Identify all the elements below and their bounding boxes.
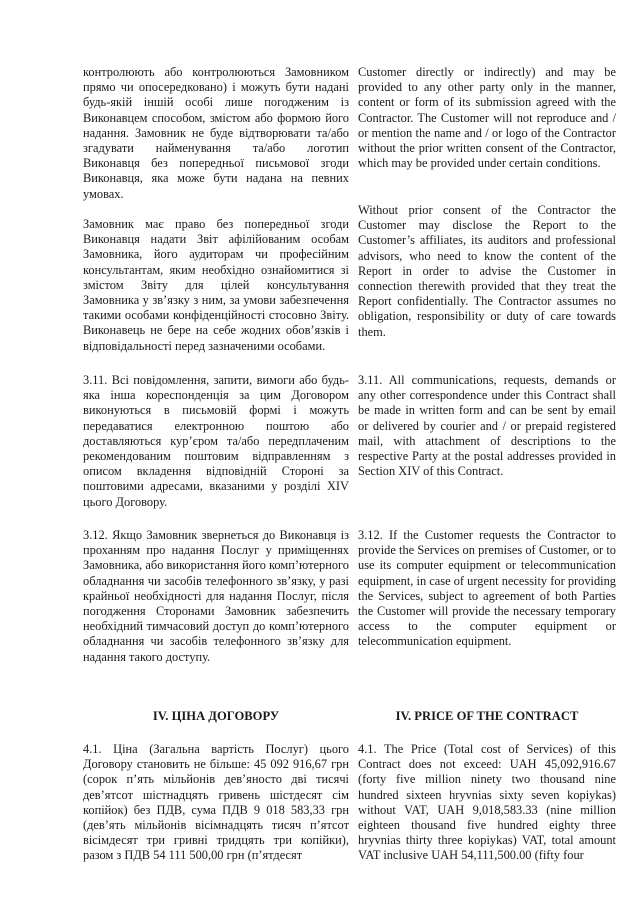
ua-clause-3-12 bbox=[83, 528, 349, 665]
en-clause-4-1 bbox=[358, 742, 616, 864]
ua-clause-3-11-text: 3.11. Всі повідомлення, запити, вимоги або будь-яка інша кореспонденція за цим Договором виконуються в письмовій формі і можуть передаватися електронною поштою або доставляються кур’єром та/або передплаченим рекомендованим поштовим відправленням з описом вкладення відповідній Стороні за поштовими адресами, вказаними у розділі XIV цього Договору. bbox=[83, 373, 349, 509]
ua-continuation-paragraph bbox=[83, 65, 349, 202]
ua-clause-4-1-text: 4.1. Ціна (Загальна вартість Послуг) цього Договору становить не більше: 45 092 916,67 грн (сорок п’ять мільйонів дев’яносто дві тисячі дев’ятсот шістнадцять гривень шістдесят сім копійок) без ПДВ, сума ПДВ 9 018 583,33 грн (дев’ять мільйонів вісімнадцять тисяч п’ятсот вісімдесят три гривні тридцять три копійки), разом з ПДВ 54 111 500,00 грн (п’ятдесят bbox=[83, 742, 349, 863]
en-continuation-text: Customer directly or indirectly) and may be provided to any other party only in the manner, content or form of its submission agreed with the Contractor. The Customer will not reproduce and / or mention the name and / or logo of the Contractor without the prior written consent of the Contractor, which may be provided under certain conditions. bbox=[358, 65, 616, 171]
en-disclosure-text: Without prior consent of the Contractor the Customer may disclose the Report to the Customer’s affiliates, its auditors and professional advisors, who need to know the content of the Report in order to advise the Customer in connection therewith provided that they treat the Report confidentially. The Contractor assumes no obligation, responsibility or duty of care towards them. bbox=[358, 203, 616, 339]
ua-continuation-text: контролюють або контролюються Замовником прямо чи опосередковано) і можуть бути надані будь-якій іншій особі лише погодженим із Виконавцем способом, змістом або формою його надання. Замовник не буде відтворювати та/або згадувати найменування та/або логотип Виконавця без попередньої письмової згоди Виконавця, яка може бути надана на певних умовах. bbox=[83, 65, 349, 201]
en-disclosure-paragraph bbox=[358, 203, 616, 340]
en-clause-3-12 bbox=[358, 528, 616, 650]
en-clause-3-11 bbox=[358, 373, 616, 479]
en-clause-3-11-text: 3.11. All communications, requests, demands or any other correspondence under this Contract shall be made in written form and can be sent by email or delivered by courier and / or prepaid registered mail, with attachment of descriptions to the respective Party at the postal addresses provided in Section XIV of this Contract. bbox=[358, 373, 616, 479]
en-clause-4-1-text: 4.1. The Price (Total cost of Services) of this Contract does not exceed: UAH 45,092,916.67 (forty five million ninety two thousand nine hundred sixteen hryvnias sixty seven kopiykas) without VAT, UAH 9,018,583.33 (nine million eighteen thousand five hundred eighty three hryvnias thirty three kopiykas) VAT, total amount VAT inclusive UAH 54,111,500.00 (fifty four bbox=[358, 742, 616, 863]
ua-section-heading: IV. ЦІНА ДОГОВОРУ bbox=[152, 709, 280, 723]
en-continuation-paragraph bbox=[358, 65, 616, 171]
en-section-heading: IV. PRICE OF THE CONTRACT bbox=[395, 709, 579, 723]
ua-disclosure-paragraph bbox=[83, 217, 349, 354]
ua-clause-4-1 bbox=[83, 742, 349, 864]
ua-disclosure-text: Замовник має право без попередньої згоди Виконавця надати Звіт афілійованим особам Замовника, його аудиторам чи професійним консультантам, яким необхідно ознайомитися зі змістом Звіту для цілей консультування Замовника у зв’язку з ним, за умови забезпечення такими особами конфіденційності стосовно Звіту. Виконавець не бере на себе жодних обов’язків і відповідальності перед зазначеними особами. bbox=[83, 217, 349, 353]
ua-clause-3-11 bbox=[83, 373, 349, 510]
en-clause-3-12-text: 3.12. If the Customer requests the Contractor to provide the Services on premises of Customer, or to use its computer equipment or telecommunication equipment, in case of urgent necessity for providing the Services, subject to agreement of both Parties the Customer will provide the necessary temporary access to the computer equipment or telecommunication equipment. bbox=[358, 528, 616, 649]
ua-clause-3-12-text: 3.12. Якщо Замовник звернеться до Виконавця із проханням про надання Послуг у приміщеннях Замовника, або використання його комп’ютерного обладнання чи засобів телефонного зв’язку, у разі крайньої необхідності для надання Послуг, після погодження Сторонами Замовник забезпечить необхідний тимчасовий доступ до комп’ютерного обладнання чи засобів телефонного зв’язку для надання такого доступу. bbox=[83, 528, 349, 664]
